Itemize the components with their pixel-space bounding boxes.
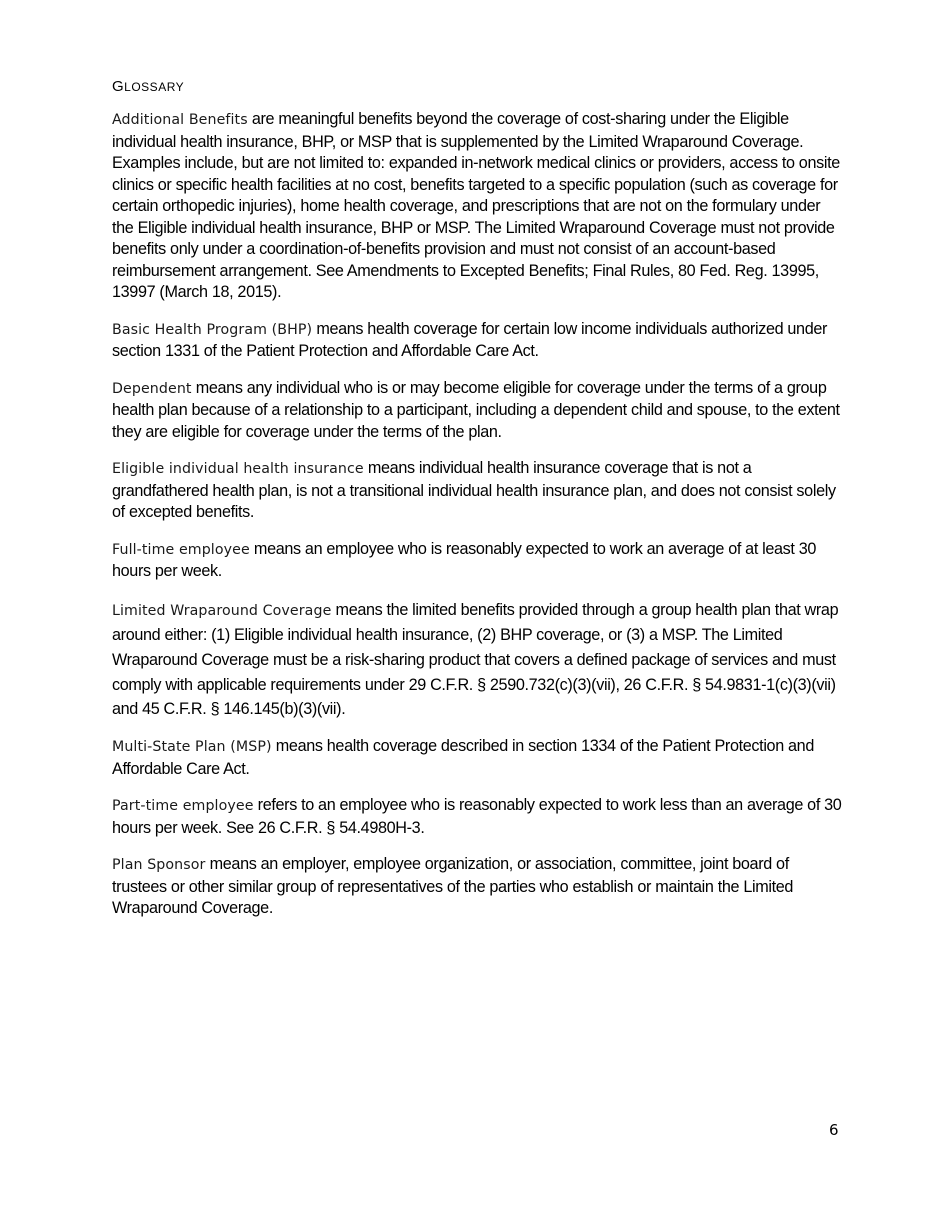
page-number: 6	[829, 1121, 839, 1139]
glossary-term: Additional Benefits	[112, 112, 248, 128]
glossary-definition: refers to an employee who is reasonably expected to work less than an average of 30 hours per week. See 26 C.F.R. § 54.4980H-3.	[112, 796, 842, 837]
glossary-entry-dependent	[112, 378, 842, 444]
glossary-definition: means individual health insurance coverage that is not a grandfathered health plan, is not a transitional individual health insurance plan, and does not consist solely of excepted benefits.	[112, 459, 836, 521]
glossary-term: Plan Sponsor	[112, 857, 206, 874]
glossary-definition: means health coverage described in section 1334 of the Patient Protection and Affordable Care Act.	[112, 737, 814, 778]
glossary-term: Multi-State Plan (MSP)	[112, 739, 272, 756]
glossary-term: Eligible individual health insurance	[112, 461, 364, 477]
heading-initial: G	[112, 78, 125, 95]
glossary-entry-plan-sponsor	[112, 854, 842, 920]
heading-rest: LOSSARY	[124, 80, 185, 94]
glossary-term: Basic Health Program (BHP)	[112, 321, 313, 338]
glossary-entry-additional-benefits	[112, 109, 842, 304]
glossary-definition: means an employee who is reasonably expected to work an average of at least 30 hours per week.	[112, 539, 817, 580]
glossary-entry-limited-wraparound-coverage	[112, 598, 842, 723]
glossary-page	[112, 78, 842, 935]
glossary-term: Full-time employee	[112, 541, 250, 558]
glossary-term: Limited Wraparound Coverage	[112, 602, 332, 619]
glossary-heading	[112, 78, 842, 96]
glossary-definition: means any individual who is or may become eligible for coverage under the terms of a group health plan because of a relationship to a participant, including a dependent child and spouse, to the extent they are eligible for coverage under the terms of the plan.	[112, 378, 840, 441]
glossary-entry-part-time-employee	[112, 795, 842, 839]
glossary-definition: means health coverage for certain low income individuals authorized under section 1331 of the Patient Protection and Affordable Care Act.	[112, 319, 828, 360]
glossary-definition: are meaningful benefits beyond the coverage of cost-sharing under the Eligible individual health insurance, BHP, or MSP that is supplemented by the Limited Wraparound Coverage. Examples include, but are not limited to: expanded in-network medical clinics or providers, access to onsite clinics or specific health facilities at no cost, benefits targeted to a specific population (such as coverage for certain orthopedic injuries), home health coverage, and prescriptions that are not on the formulary under the Eligible individual health insurance, BHP or MSP. The Limited Wraparound Coverage must not provide benefits only under a coordination-of-benefits provision and must not consist of an account-based reimbursement arrangement. See Amendments to Excepted Benefits; Final Rules, 80 Fed. Reg. 13995, 13997 (March 18, 2015).	[112, 110, 840, 301]
glossary-entry-full-time-employee	[112, 539, 842, 583]
glossary-definition: means an employer, employee organization, or association, committee, joint board of trustees or other similar group of representatives of the parties who establish or maintain the Limited Wraparound Coverage.	[112, 855, 794, 918]
glossary-entry-eligible-individual-health-insurance	[112, 458, 842, 524]
glossary-term: Part-time employee	[112, 798, 254, 815]
glossary-entry-basic-health-program	[112, 319, 842, 363]
glossary-term: Dependent	[112, 380, 192, 397]
glossary-definition: means the limited benefits provided through a group health plan that wrap around either: (1) Eligible individual health insurance, (2) BHP coverage, or (3) a MSP. The Limited Wraparound Coverage must be a risk-sharing product that covers a defined package of services and must comply with applicable requirements under 29 C.F.R. § 2590.732(c)(3)(vii), 26 C.F.R. § 54.9831-1(c)(3)(vii) and 45 C.F.R. § 146.145(b)(3)(vii).	[112, 600, 839, 719]
glossary-entry-multi-state-plan	[112, 736, 842, 780]
